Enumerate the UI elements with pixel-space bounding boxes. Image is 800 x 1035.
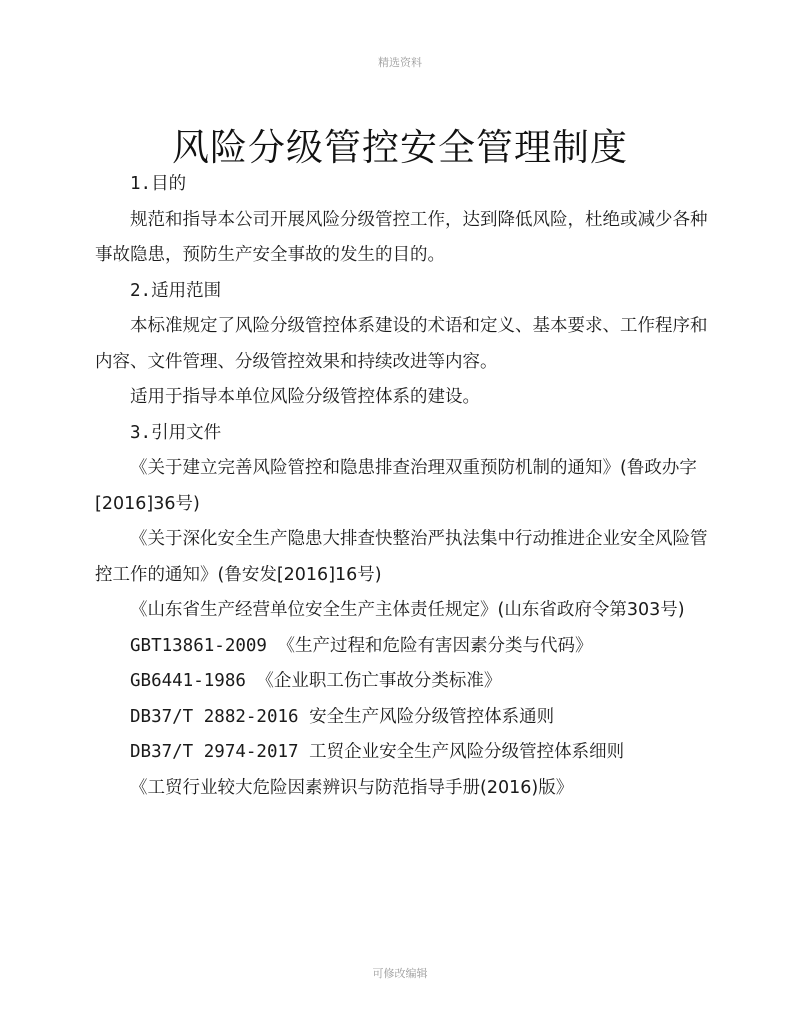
reference-item: GBT13861-2009 《生产过程和危险有害因素分类与代码》 xyxy=(130,635,593,656)
reference-item: 《山东省生产经营单位安全生产主体责任规定》(山东省政府令第303号) xyxy=(130,600,685,620)
document-title: 风险分级管控安全管理制度 xyxy=(172,125,628,169)
section-heading-scope: 2.适用范围 xyxy=(130,280,222,301)
page-footer-note: 可修改编辑 xyxy=(372,967,428,980)
reference-item: DB37/T 2974-2017 工贸企业安全生产风险分级管控体系细则 xyxy=(130,742,625,762)
section-heading-references: 3.引用文件 xyxy=(130,422,222,443)
reference-item: 《关于建立完善风险管控和隐患排查治理双重预防机制的通知》(鲁政办字[2016]36号) xyxy=(95,458,697,514)
scope-applicability-paragraph: 适用于指导本单位风险分级管控体系的建设。 xyxy=(130,387,480,407)
purpose-paragraph: 规范和指导本公司开展风险分级管控工作，达到降低风险，杜绝或减少各种事故隐患，预防生产安全事故的发生的目的。 xyxy=(95,209,708,265)
document-body xyxy=(95,167,715,806)
reference-item: GB6441-1986 《企业职工伤亡事故分类标准》 xyxy=(130,671,502,691)
reference-item: DB37/T 2882-2016 安全生产风险分级管控体系通则 xyxy=(130,706,555,727)
scope-paragraph: 本标准规定了风险分级管控体系建设的术语和定义、基本要求、工作程序和内容、文件管理、分级管控效果和持续改进等内容。 xyxy=(95,316,708,372)
section-heading-purpose: 1.目的 xyxy=(130,174,187,194)
reference-item: 《工贸行业较大危险因素辨识与防范指导手册(2016)版》 xyxy=(130,777,574,798)
page-header-note: 精选资料 xyxy=(378,56,422,69)
reference-item: 《关于深化安全生产隐患大排查快整治严执法集中行动推进企业安全风险管控工作的通知》(鲁安发[2016]16号) xyxy=(95,529,708,585)
